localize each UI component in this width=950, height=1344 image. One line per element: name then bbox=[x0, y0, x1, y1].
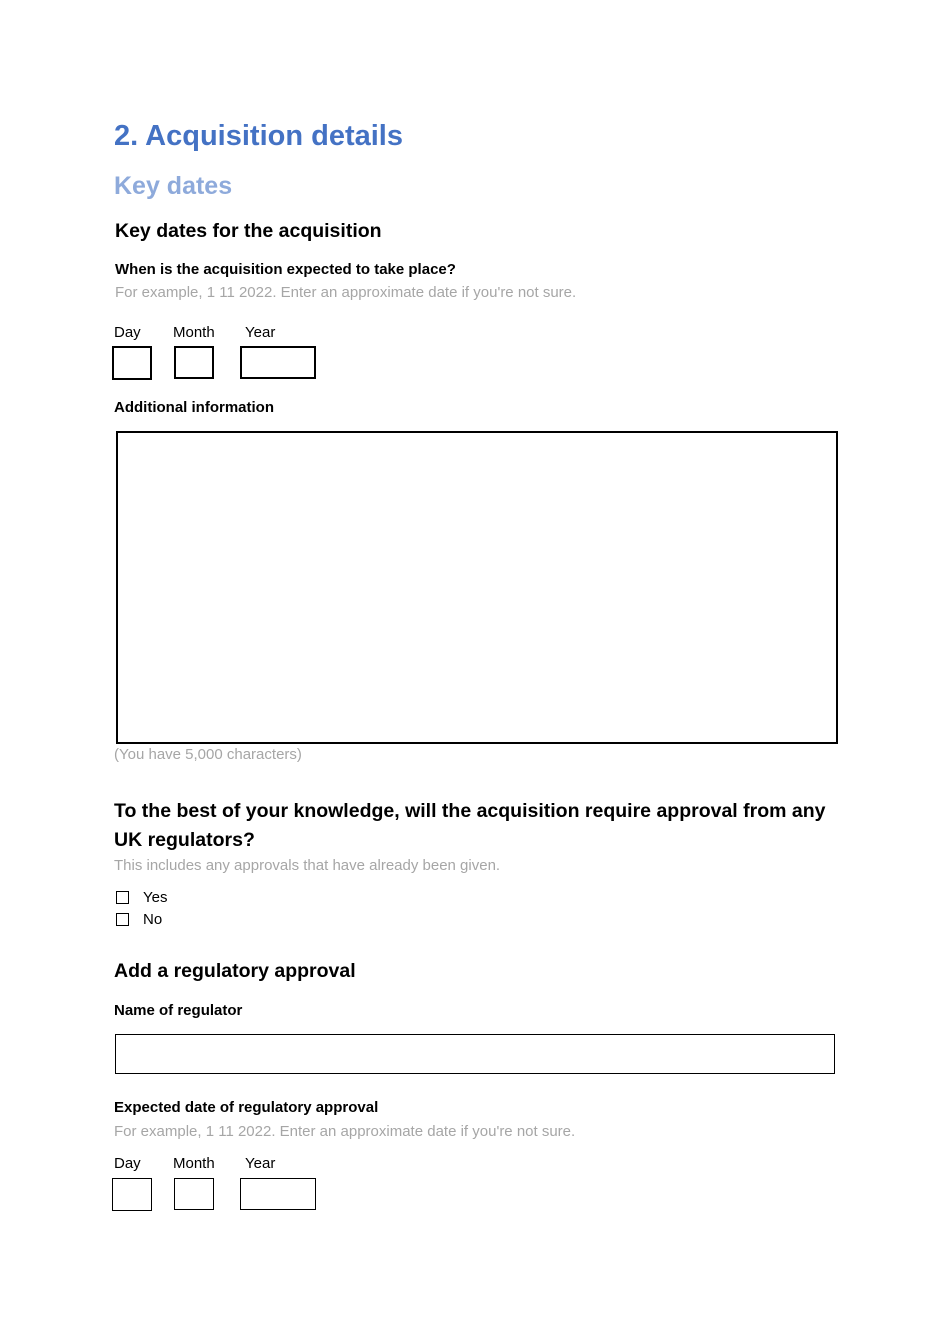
regulators-hint: This includes any approvals that have already been given. bbox=[114, 857, 501, 874]
acquisition-day-input[interactable] bbox=[112, 346, 152, 380]
key-dates-heading: Key dates for the acquisition bbox=[115, 220, 382, 242]
char-count: (You have 5,000 characters) bbox=[114, 746, 302, 763]
acquisition-month-input[interactable] bbox=[174, 346, 214, 379]
section-subtitle: Key dates bbox=[114, 172, 233, 200]
additional-info-textarea[interactable] bbox=[116, 431, 838, 744]
acquisition-year-input[interactable] bbox=[240, 346, 316, 379]
acquisition-month-label: Month bbox=[173, 324, 215, 341]
approval-month-label: Month bbox=[173, 1155, 215, 1172]
option-no[interactable] bbox=[116, 911, 162, 928]
page-title: 2. Acquisition details bbox=[114, 120, 403, 152]
regulators-question: To the best of your knowledge, will the acquisition require approval from any UK regulators? bbox=[114, 800, 826, 851]
no-checkbox[interactable] bbox=[116, 913, 129, 926]
acquisition-day-label: Day bbox=[114, 324, 141, 341]
acquisition-date-hint: For example, 1 11 2022. Enter an approximate date if you're not sure. bbox=[115, 284, 577, 301]
yes-checkbox[interactable] bbox=[116, 891, 129, 904]
approval-year-label: Year bbox=[245, 1155, 276, 1172]
acquisition-date-question: When is the acquisition expected to take place? bbox=[115, 261, 456, 278]
option-yes[interactable] bbox=[116, 889, 167, 906]
approval-day-input[interactable] bbox=[112, 1178, 152, 1211]
regulator-name-label: Name of regulator bbox=[114, 1002, 243, 1019]
regulatory-approval-heading: Add a regulatory approval bbox=[114, 960, 356, 982]
approval-month-input[interactable] bbox=[174, 1178, 214, 1210]
approval-date-hint: For example, 1 11 2022. Enter an approximate date if you're not sure. bbox=[114, 1123, 576, 1140]
additional-info-label: Additional information bbox=[114, 399, 274, 416]
approval-year-input[interactable] bbox=[240, 1178, 316, 1210]
acquisition-year-label: Year bbox=[245, 324, 276, 341]
approval-day-label: Day bbox=[114, 1155, 141, 1172]
regulator-name-input[interactable] bbox=[115, 1034, 835, 1074]
approval-date-label: Expected date of regulatory approval bbox=[114, 1099, 379, 1116]
no-label: No bbox=[143, 911, 163, 928]
yes-label: Yes bbox=[143, 889, 168, 906]
